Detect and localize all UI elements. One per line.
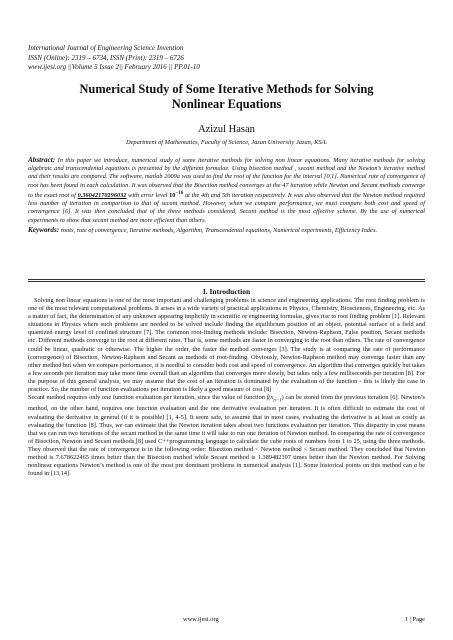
journal-name: International Journal of Engineering Science Invention (28, 44, 184, 52)
error-level-exponent: −16 (175, 190, 184, 196)
abstract-label: Abstract: (28, 156, 56, 164)
footer-url[interactable]: www.ijesi.org (183, 616, 219, 623)
title-line-2: Nonlinear Equations (171, 97, 282, 111)
error-level-base: 10 (169, 191, 176, 199)
author-name: Azizul Hasan (198, 124, 255, 135)
p2-function-subscript: n−1 (273, 398, 282, 404)
abstract-text-2: with error level (126, 191, 170, 199)
journal-issn: ISSN (Online): 2319 – 6734, ISSN (Print): 2319 – 6726 (28, 53, 184, 62)
divider-bottom (28, 281, 425, 282)
journal-issue: www.ijesi.org ||Volume 5 Issue 2|| February 2016 || PP.01-10 (28, 63, 200, 71)
keywords-text: roots, rate of convergence, Iterative methods, Algorithm, Transcendental equations, Numerical experiments, Efficiency Index. (59, 226, 378, 234)
page-number: 1 | Page (404, 616, 425, 623)
p2-function-symbol: f(x (266, 394, 274, 402)
title-line-1: Numerical Study of Some Iterative Methods for Solving (79, 82, 374, 96)
p2-italic-a: a (413, 462, 418, 470)
section-heading: I. Introduction (202, 287, 251, 296)
abstract-root-value: 0.36042170296032 (77, 191, 127, 199)
intro-paragraph-1: Solving non linear equations is one of the most important and challenging problems in science and engineering applications. The root finding problem is one of the most relevant computational problems. It arises in a wide variety of practical applications in Physics, Chemistry, Biosciences, Engineering, etc. As a matter of fact, the determination of any unknown appearing implicitly in scientific or engineering formulas, gives rise to root finding problem [1]. Relevant situations in Physics where such problems are needed to be solved include finding the equilibrium position of an object, potential surface of a field and quantized energy level of confined structure [7]. The common root-finding methods include: Bisection, Newton-Raphson, False position, Secant methods etc. Different methods converge to the root at different rates. That is, some methods are faster in converging to the root than others. The rate of convergence could be linear, quadratic or otherwise. The higher the order, the faster the method converges [3]. The study is at comparing the rate of performance (convergence) of Bisection, Newton-Raphson and Secant as methods of root-finding. Obviously, Newton-Raphson method may converge faster than any other method but when we compare performance, it is needful to consider both cost and speed of convergence. An algorithm that converges quickly but takes a few seconds per iteration may take more time overall than an algorithm that converges more slowly, but takes only a few milliseconds per iteration [8]. For the purpose of this general analysis, we may assume that the cost of an iteration is dominated by the evaluation of the function - this is likely the case in practice. So, the number of function evaluations per iteration is likely a good measure of cost [8] (28, 297, 425, 394)
keywords-label: Keywords: (28, 225, 60, 234)
introduction-body (28, 297, 425, 478)
intro-paragraph-2 (28, 394, 425, 478)
journal-header (28, 44, 428, 73)
divider-top (28, 279, 425, 280)
p2-text-a: Secant method requires only one function evaluation per iteration, since the value of function (28, 394, 267, 402)
p2-text-c: be found in [13,14]. (28, 462, 425, 478)
p2-text-b: ) can be stored from the previous iteration [6]. Newton’s method, on the other hand, requires one function evaluation and the one derivative evaluation per iteration. It is often difficult to estimate the cost of evaluating the derivative in general (if it is possible) [1, 4-5]. It seem safe, to assume that in most cases, evaluating the derivative is at least as costly as evaluating the function [8]. Thus, we can estimate that the Newton iteration takes about two functions evaluation per iteration. This disparity in cost means that we can run two iterations of the secant method in the same time it will take to run one iteration of Newton method. In comparing the rate of convergence of Bisection, Newton and Secant methods,[8] used C++programming language to calculate the cube roots of numbers from 1 to 25, using the three methods. They observed that the rate of convergence is in the following order: Bisection method < Newton method < Secant method. They concluded that Newton method is 7.678622465 times better than the Bisection method while Secant method is 1.389482397 times better than the Newton method. For Solving nonlinear equations Newton’s method is one of the most pre dominant problems in numerical analysis [1]. Some historical points on this method can (28, 394, 425, 470)
keywords-line (28, 226, 425, 235)
abstract-block (28, 156, 425, 235)
abstract-text-3: at the 4th and 5th iteration respectively. It was also observed that the Newton method required less number of iteration in comparison to that of secant method. However, when we compare performance, we must compare both cost and speed of convergence [6]. It was then concluded that of the three methods considered, Secant method is the most effective scheme. By the use of numerical experiments to show that secant method are more efficient than others. (28, 191, 425, 224)
author-affiliation: Department of Mathematics, Faculty of Science, Jazan University Jazan, KSA. (125, 139, 328, 146)
paper-title (28, 82, 425, 112)
abstract-text-1: In this paper we introduce, numerical study of some iterative methods for solving non linear equations. Many iterative methods for solving algebraic and transcendental equations is presented by the different formulae. Using bisection method , secant method and the Newton’s iterative method and their results are compared. The software, matlab 2009a was used to find the root of the function for the interval [0,1]. Numerical rate of convergence of root has been found in each calculation. It was observed that the Bisection method converges at the 47 iteration while Newton and Secant methods converge to the exact root of (28, 157, 425, 199)
